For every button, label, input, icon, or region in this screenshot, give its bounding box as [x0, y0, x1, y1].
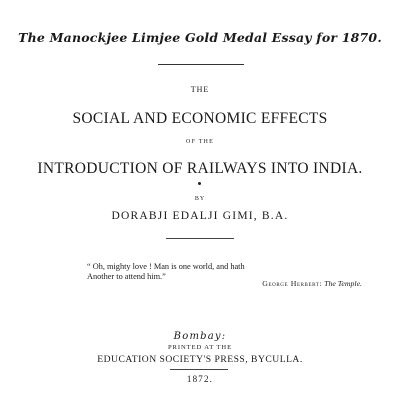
lower-divider [170, 369, 228, 370]
epigraph-line-2: Another to attend him.” [87, 272, 166, 281]
middle-divider [166, 238, 234, 239]
imprint-year: 1872. [186, 374, 214, 384]
epigraph-attribution [262, 279, 362, 288]
author-name: DORABJI EDALJI GIMI, B.A. [111, 210, 289, 222]
by-label: BY [194, 196, 206, 202]
ornament-dot [198, 182, 201, 185]
attribution-author: George Herbert: [262, 279, 323, 288]
title-of-the: OF THE [186, 139, 214, 145]
imprint-city: Bombay: [173, 331, 227, 342]
imprint-press: EDUCATION SOCIETY'S PRESS, BYCULLA. [97, 354, 303, 365]
top-divider [158, 64, 244, 65]
title-the: THE [190, 85, 210, 94]
attribution-work: The Temple. [324, 279, 362, 288]
medal-essay-line: The Manockjee Limjee Gold Medal Essay for 1870. [18, 30, 382, 45]
epigraph-line-1: “ Oh, mighty love ! Man is one world, and hath [87, 262, 245, 271]
epigraph-quote [87, 262, 245, 282]
imprint-printed-at: PRINTED AT THE [167, 344, 232, 351]
title-line-1: SOCIAL AND ECONOMIC EFFECTS [72, 110, 328, 127]
title-line-2: INTRODUCTION OF RAILWAYS INTO INDIA. [37, 160, 363, 177]
